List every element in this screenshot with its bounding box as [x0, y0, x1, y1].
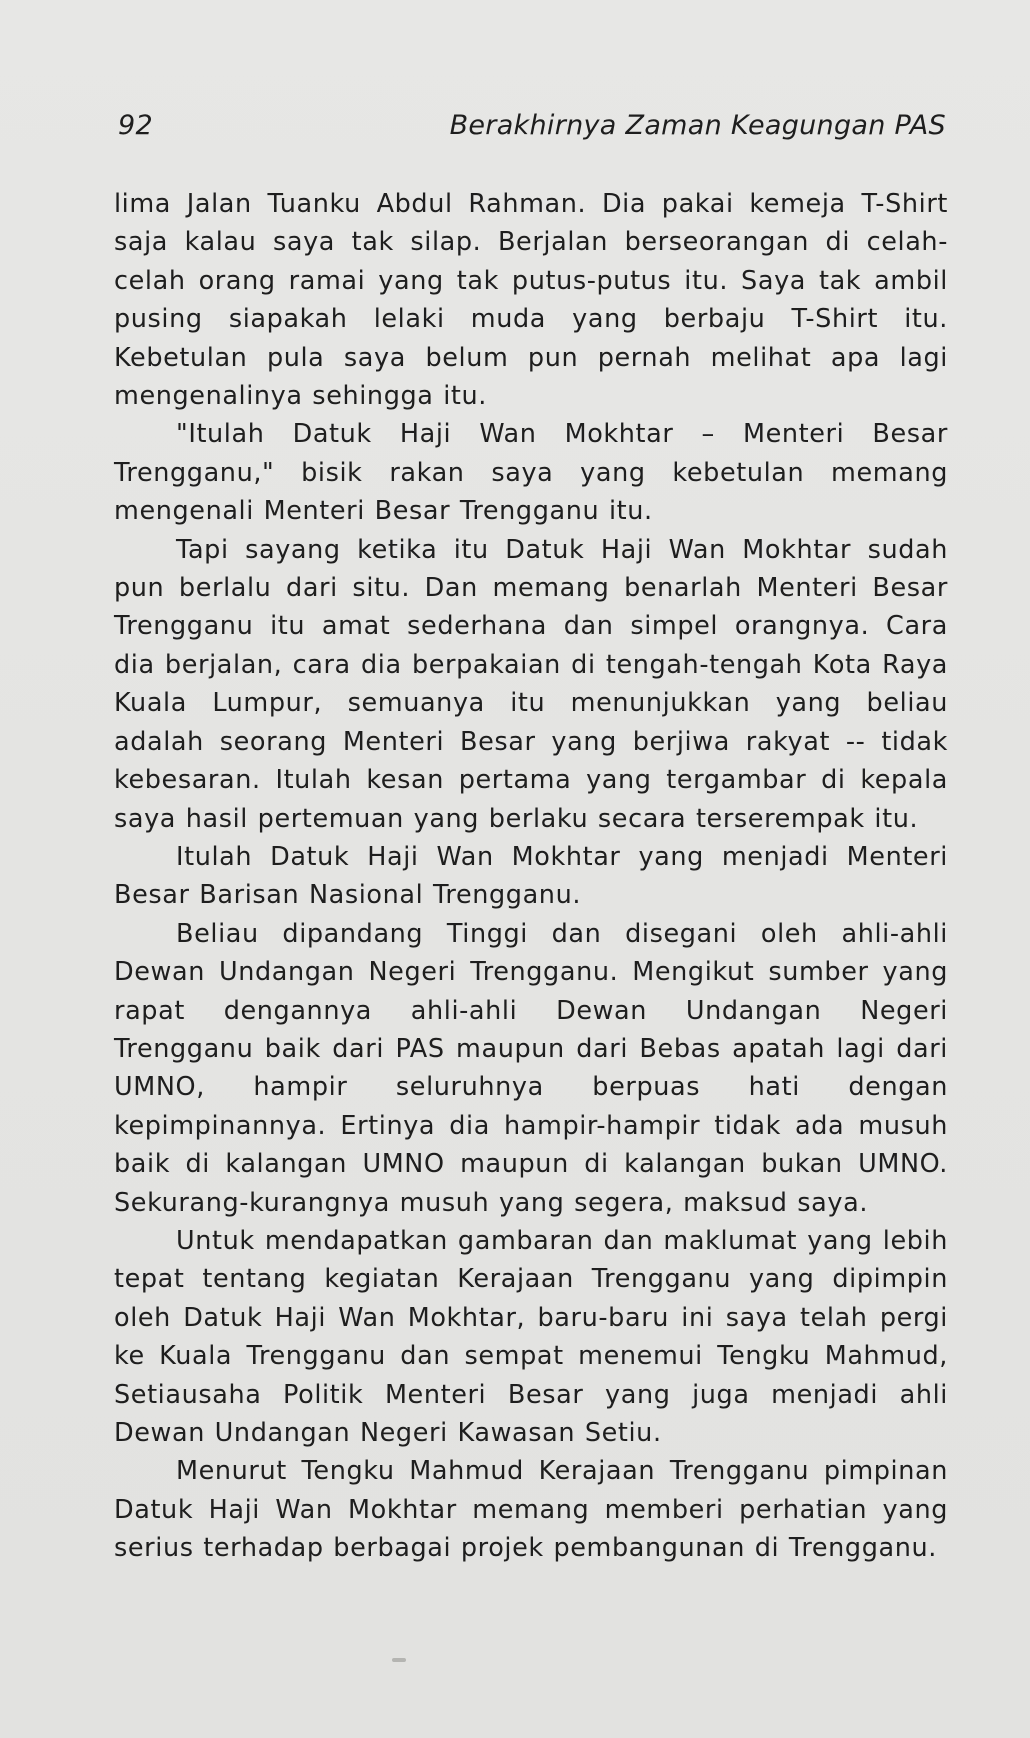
page-number: 92 — [118, 110, 153, 141]
page-header — [118, 110, 946, 150]
paragraph: Tapi sayang ketika itu Datuk Haji Wan Mokhtar sudah pun berlalu dari situ. Dan memang benarlah Menteri Besar Trengganu itu amat sederhana dan simpel orangnya. Cara dia berjalan, cara dia berpakaian di tengah-tengah Kota Raya Kuala Lumpur, semuanya itu menunjukkan yang beliau adalah seorang Menteri Besar yang berjiwa rakyat -- tidak kebesaran. Itulah kesan pertama yang tergambar di kepala saya hasil pertemuan yang berlaku secara terserempak itu. — [114, 534, 948, 834]
paragraph: "Itulah Datuk Haji Wan Mokhtar – Menteri Besar Trengganu," bisik rakan saya yang kebetulan memang mengenali Menteri Besar Trengganu itu. — [114, 419, 948, 527]
running-title: Berakhirnya Zaman Keagungan PAS — [449, 110, 946, 141]
paragraph: lima Jalan Tuanku Abdul Rahman. Dia pakai kemeja T-Shirt saja kalau saya tak silap. Berjalan berseorangan di celah-celah orang ramai yang tak putus-putus itu. Saya tak ambil pusing siapakah lelaki muda yang berbaju T-Shirt itu. Kebetulan pula saya belum pun pernah melihat apa lagi mengenalinya sehingga itu. — [114, 189, 948, 412]
paragraph: Itulah Datuk Haji Wan Mokhtar yang menjadi Menteri Besar Barisan Nasional Trengganu. — [114, 841, 948, 911]
page-body — [114, 185, 948, 1568]
paragraph: Untuk mendapatkan gambaran dan maklumat yang lebih tepat tentang kegiatan Kerajaan Trengganu yang dipimpin oleh Datuk Haji Wan Mokhtar, baru-baru ini saya telah pergi ke Kuala Trengganu dan sempat menemui Tengku Mahmud, Setiausaha Politik Menteri Besar yang juga menjadi ahli Dewan Undangan Negeri Kawasan Setiu. — [114, 1225, 948, 1448]
paper-speck — [392, 1658, 406, 1662]
paragraph: Beliau dipandang Tinggi dan disegani oleh ahli-ahli Dewan Undangan Negeri Trengganu. Mengikut sumber yang rapat dengannya ahli-ahli Dewan Undangan Negeri Trengganu baik dari PAS maupun dari Bebas apatah lagi dari UMNO, hampir seluruhnya berpuas hati dengan kepimpinannya. Ertinya dia hampir-hampir tidak ada musuh baik di kalangan UMNO maupun di kalangan bukan UMNO. Sekurang-kurangnya musuh yang segera, maksud saya. — [114, 918, 948, 1218]
paragraph: Menurut Tengku Mahmud Kerajaan Trengganu pimpinan Datuk Haji Wan Mokhtar memang memberi perhatian yang serius terhadap berbagai projek pembangunan di Trengganu. — [114, 1456, 948, 1564]
